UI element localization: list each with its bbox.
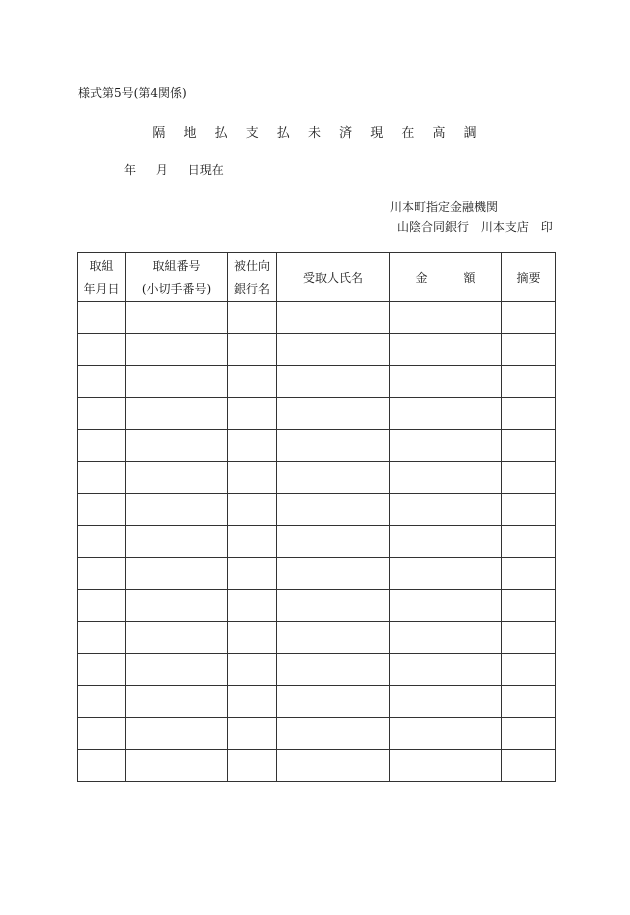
cell-date[interactable] — [78, 590, 126, 622]
cell-number[interactable] — [126, 430, 228, 462]
bank-line — [397, 218, 561, 235]
table-row — [78, 334, 556, 366]
cell-bank[interactable] — [228, 366, 277, 398]
cell-remarks[interactable] — [502, 718, 556, 750]
cell-date[interactable] — [78, 654, 126, 686]
cell-recipient[interactable] — [277, 366, 390, 398]
cell-number[interactable] — [126, 494, 228, 526]
header-amount-left: 金 — [415, 270, 428, 285]
table-row — [78, 750, 556, 782]
cell-bank[interactable] — [228, 750, 277, 782]
table-row — [78, 622, 556, 654]
year-label: 年 — [124, 163, 137, 177]
cell-bank[interactable] — [228, 494, 277, 526]
cell-amount[interactable] — [390, 622, 502, 654]
cell-bank[interactable] — [228, 334, 277, 366]
cell-amount[interactable] — [390, 654, 502, 686]
header-bank — [228, 253, 277, 302]
cell-number[interactable] — [126, 334, 228, 366]
branch-name: 川本支店 — [480, 220, 529, 234]
cell-recipient[interactable] — [277, 494, 390, 526]
cell-number[interactable] — [126, 590, 228, 622]
table-row — [78, 654, 556, 686]
cell-remarks[interactable] — [502, 398, 556, 430]
cell-recipient[interactable] — [277, 750, 390, 782]
cell-remarks[interactable] — [502, 334, 556, 366]
cell-date[interactable] — [78, 686, 126, 718]
cell-bank[interactable] — [228, 718, 277, 750]
table-row — [78, 398, 556, 430]
institution-name: 川本町指定金融機関 — [390, 200, 499, 214]
cell-date[interactable] — [78, 366, 126, 398]
header-date — [78, 253, 126, 302]
month-label: 月 — [155, 163, 168, 177]
cell-number[interactable] — [126, 366, 228, 398]
cell-date[interactable] — [78, 462, 126, 494]
table-row — [78, 718, 556, 750]
cell-remarks[interactable] — [502, 686, 556, 718]
cell-remarks[interactable] — [502, 366, 556, 398]
table-row — [78, 526, 556, 558]
cell-recipient[interactable] — [277, 558, 390, 590]
cell-amount[interactable] — [390, 590, 502, 622]
cell-date[interactable] — [78, 430, 126, 462]
cell-number[interactable] — [126, 398, 228, 430]
cell-recipient[interactable] — [277, 526, 390, 558]
cell-date[interactable] — [78, 334, 126, 366]
cell-recipient[interactable] — [277, 334, 390, 366]
cell-amount[interactable] — [390, 430, 502, 462]
table-row — [78, 430, 556, 462]
header-date-top: 取組 — [89, 259, 114, 273]
cell-remarks[interactable] — [502, 302, 556, 334]
cell-amount[interactable] — [390, 750, 502, 782]
cell-remarks[interactable] — [502, 430, 556, 462]
cell-recipient[interactable] — [277, 302, 390, 334]
cell-remarks[interactable] — [502, 590, 556, 622]
header-number — [126, 253, 228, 302]
cell-recipient[interactable] — [277, 430, 390, 462]
cell-date[interactable] — [78, 622, 126, 654]
table-row — [78, 494, 556, 526]
date-line — [124, 161, 234, 178]
cell-bank[interactable] — [228, 590, 277, 622]
cell-amount[interactable] — [390, 718, 502, 750]
cell-amount[interactable] — [390, 526, 502, 558]
cell-number[interactable] — [126, 686, 228, 718]
header-row — [78, 253, 556, 302]
cell-amount[interactable] — [390, 366, 502, 398]
cell-recipient[interactable] — [277, 462, 390, 494]
cell-recipient[interactable] — [277, 686, 390, 718]
cell-amount[interactable] — [390, 398, 502, 430]
table-row — [78, 558, 556, 590]
cell-recipient[interactable] — [277, 590, 390, 622]
bank-name: 山陰合同銀行 — [397, 220, 470, 234]
cell-number[interactable] — [126, 302, 228, 334]
cell-amount[interactable] — [390, 558, 502, 590]
header-recipient: 受取人氏名 — [277, 253, 390, 302]
cell-date[interactable] — [78, 558, 126, 590]
header-remarks: 摘要 — [502, 253, 556, 302]
cell-remarks[interactable] — [502, 462, 556, 494]
header-bank-top: 被仕向 — [233, 259, 270, 273]
ledger-table — [77, 252, 556, 782]
table-row — [78, 462, 556, 494]
cell-recipient[interactable] — [277, 398, 390, 430]
cell-recipient[interactable] — [277, 622, 390, 654]
cell-amount[interactable] — [390, 686, 502, 718]
cell-bank[interactable] — [228, 686, 277, 718]
cell-number[interactable] — [126, 622, 228, 654]
cell-bank[interactable] — [228, 558, 277, 590]
cell-amount[interactable] — [390, 494, 502, 526]
cell-remarks[interactable] — [502, 750, 556, 782]
cell-bank[interactable] — [228, 302, 277, 334]
ledger-body — [78, 302, 556, 782]
cell-date[interactable] — [78, 398, 126, 430]
day-status-label: 日現在 — [187, 163, 224, 177]
cell-remarks[interactable] — [502, 654, 556, 686]
header-date-bottom: 年月日 — [83, 282, 120, 296]
cell-date[interactable] — [78, 526, 126, 558]
table-row — [78, 590, 556, 622]
cell-number[interactable] — [126, 462, 228, 494]
table-row — [78, 302, 556, 334]
cell-recipient[interactable] — [277, 654, 390, 686]
table-row — [78, 686, 556, 718]
header-number-bottom: (小切手番号) — [141, 282, 212, 296]
table-row — [78, 366, 556, 398]
cell-bank[interactable] — [228, 526, 277, 558]
form-number: 様式第5号(第4関係) — [78, 86, 187, 100]
header-amount — [390, 253, 502, 302]
cell-date[interactable] — [78, 750, 126, 782]
cell-bank[interactable] — [228, 462, 277, 494]
cell-number[interactable] — [126, 750, 228, 782]
cell-bank[interactable] — [228, 654, 277, 686]
cell-date[interactable] — [78, 718, 126, 750]
cell-date[interactable] — [78, 302, 126, 334]
header-amount-right: 額 — [463, 270, 476, 285]
cell-remarks[interactable] — [502, 494, 556, 526]
cell-bank[interactable] — [228, 622, 277, 654]
cell-remarks[interactable] — [502, 622, 556, 654]
cell-number[interactable] — [126, 654, 228, 686]
cell-amount[interactable] — [390, 302, 502, 334]
cell-date[interactable] — [78, 494, 126, 526]
seal-mark: 印 — [540, 220, 553, 234]
cell-number[interactable] — [126, 718, 228, 750]
document-title: 隔 地 払 支 払 未 済 現 在 高 調 — [152, 126, 484, 141]
header-number-top: 取組番号 — [152, 259, 201, 273]
cell-remarks[interactable] — [502, 558, 556, 590]
cell-bank[interactable] — [228, 430, 277, 462]
cell-remarks[interactable] — [502, 526, 556, 558]
cell-amount[interactable] — [390, 334, 502, 366]
cell-number[interactable] — [126, 526, 228, 558]
header-bank-bottom: 銀行名 — [233, 282, 270, 296]
cell-recipient[interactable] — [277, 718, 390, 750]
cell-number[interactable] — [126, 558, 228, 590]
cell-bank[interactable] — [228, 398, 277, 430]
cell-amount[interactable] — [390, 462, 502, 494]
